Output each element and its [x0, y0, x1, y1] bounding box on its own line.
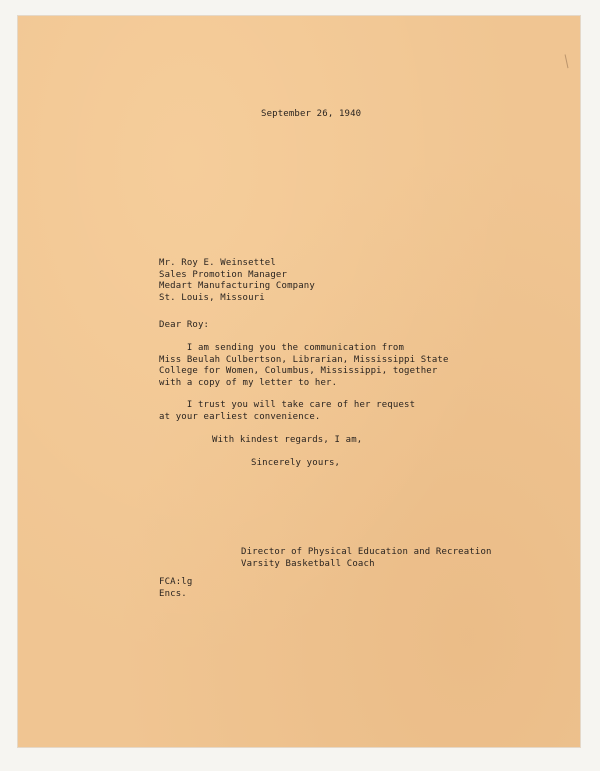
signer-title: Director of Physical Education and Recreation	[241, 547, 492, 557]
letter-date: September 26, 1940	[261, 109, 362, 119]
signer-role: Varsity Basketball Coach	[241, 558, 375, 569]
paragraph-line: Miss Beulah Culbertson, Librarian, Mississippi State	[159, 354, 449, 365]
paragraph-line: I trust you will take care of her request	[159, 400, 416, 410]
recipient-title: Sales Promotion Manager	[159, 269, 288, 280]
letter-page	[18, 16, 580, 747]
complimentary-close: Sincerely yours,	[251, 458, 341, 468]
body-paragraph-1	[159, 343, 449, 389]
margin-pencil-mark	[565, 54, 572, 69]
salutation: Dear Roy:	[159, 320, 210, 330]
recipient-company: Medart Manufacturing Company	[159, 281, 315, 291]
reference-initials: FCA:lg	[159, 577, 193, 587]
reference-block	[159, 577, 192, 600]
enclosures-note: Encs.	[159, 588, 187, 599]
paragraph-line: at your earliest convenience.	[159, 411, 321, 422]
closing-regards: With kindest regards, I am,	[212, 435, 363, 445]
paragraph-line: I am sending you the communication from	[159, 343, 405, 353]
paragraph-line: College for Women, Columbus, Mississippi, together	[159, 366, 438, 376]
signature-block	[241, 547, 492, 570]
recipient-city: St. Louis, Missouri	[159, 292, 265, 303]
paragraph-line: with a copy of my letter to her.	[159, 377, 338, 388]
body-paragraph-2	[159, 400, 415, 423]
recipient-name: Mr. Roy E. Weinsettel	[159, 258, 276, 268]
recipient-address	[159, 258, 315, 304]
